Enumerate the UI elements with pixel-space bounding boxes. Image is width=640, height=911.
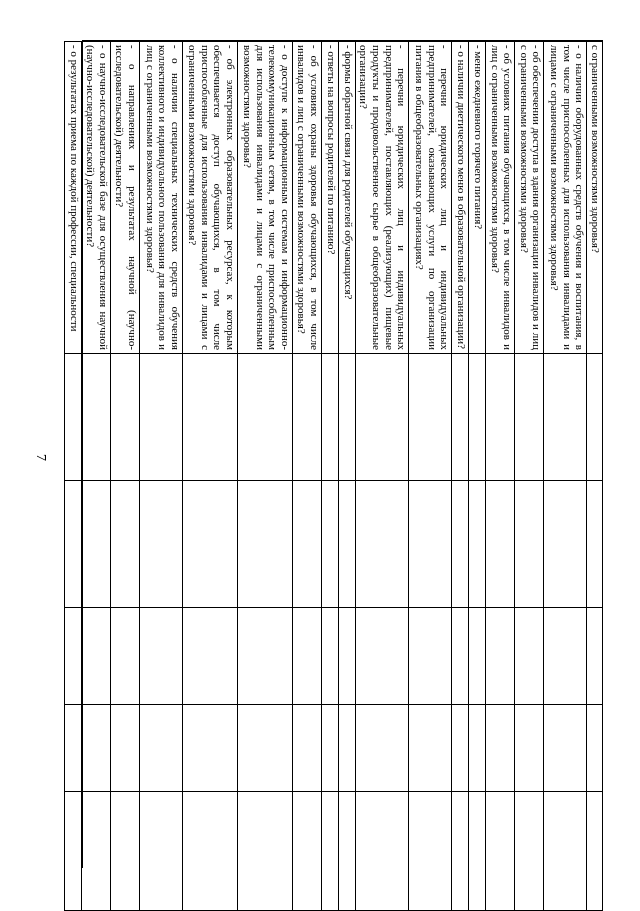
empty-cell [355,608,409,705]
empty-cell [338,354,355,481]
checklist-table-rotated [67,41,603,868]
empty-cell [292,354,321,481]
table-row [292,42,321,911]
item-text-cell: - о результатах приема по каждой профессии, специальности [64,42,81,354]
item-text-cell: - о направлениях и результатах научной (научно-исследовательской) деятельности? [110,42,139,354]
empty-cell [139,354,182,481]
item-text-cell: - о наличии диетического меню в образовательной организации? [452,42,469,354]
table-row [469,42,486,911]
empty-cell [486,354,515,481]
empty-cell [469,354,486,481]
empty-cell [321,608,338,705]
empty-cell [544,354,587,481]
empty-cell [292,705,321,792]
empty-cell [544,608,587,705]
empty-cell [544,705,587,792]
empty-cell [182,705,237,792]
empty-cell [81,792,110,911]
empty-cell [321,481,338,608]
empty-cell [452,608,469,705]
empty-cell [182,481,237,608]
table-row [338,42,355,911]
empty-cell [64,481,81,608]
empty-cell [587,792,603,911]
empty-cell [321,705,338,792]
table-row [321,42,338,911]
empty-cell [139,705,182,792]
empty-cell [81,705,110,792]
empty-cell [515,354,544,481]
table-row [515,42,544,911]
empty-cell [139,608,182,705]
empty-cell [452,705,469,792]
table-row [139,42,182,911]
empty-cell [139,792,182,911]
table-row [355,42,409,911]
table-row [452,42,469,911]
empty-cell [587,481,603,608]
empty-cell [355,792,409,911]
checklist-table-frame [67,40,603,868]
empty-cell [587,608,603,705]
item-text-cell: - о наличии оборудованных средств обучения и воспитания, в том числе приспособленных для использования инвалидами и лицами с ограниченными возможностями здоровья? [544,42,587,354]
table-row [237,42,292,911]
table-row [110,42,139,911]
empty-cell [182,792,237,911]
item-text-cell: - об электронных образовательных ресурсах, к которым обеспечивается доступ обучающихся, в том числе приспособленные для использования инвалидами и лицами с ограниченными возможностями здоровья? [182,42,237,354]
empty-cell [409,792,452,911]
empty-cell [515,481,544,608]
empty-cell [292,792,321,911]
table-row [81,42,110,911]
empty-cell [409,481,452,608]
empty-cell [452,354,469,481]
empty-cell [321,792,338,911]
empty-cell [182,608,237,705]
empty-cell [64,608,81,705]
item-text-cell: с ограниченными возможностями здоровья? [587,42,603,354]
empty-cell [587,354,603,481]
item-text-cell: - об условиях питания обучающихся, в том числе инвалидов и лиц с ограниченными возможностями здоровья? [486,42,515,354]
empty-cell [64,354,81,481]
empty-cell [515,792,544,911]
empty-cell [355,705,409,792]
empty-cell [110,481,139,608]
item-text-cell: - меню ежедневного горячего питания? [469,42,486,354]
empty-cell [182,354,237,481]
empty-cell [515,608,544,705]
empty-cell [338,608,355,705]
checklist-table [64,41,603,911]
empty-cell [486,705,515,792]
empty-cell [469,481,486,608]
empty-cell [292,481,321,608]
table-row [587,42,603,911]
table-row [486,42,515,911]
item-text-cell: - перечни юридических лиц и индивидуальных предпринимателей, поставляющих (реализующих) пищевые продукты и продовольственное сырье в общеобразовательные организации? [355,42,409,354]
empty-cell [469,705,486,792]
item-text-cell: - ответы на вопросы родителей по питанию? [321,42,338,354]
empty-cell [110,608,139,705]
empty-cell [237,705,292,792]
empty-cell [237,481,292,608]
empty-cell [237,792,292,911]
empty-cell [64,705,81,792]
empty-cell [355,354,409,481]
item-text-cell: - формы обратной связи для родителей обучающихся? [338,42,355,354]
empty-cell [469,792,486,911]
empty-cell [544,792,587,911]
empty-cell [64,792,81,911]
empty-cell [452,481,469,608]
table-row [544,42,587,911]
empty-cell [81,608,110,705]
empty-cell [292,608,321,705]
item-text-cell: - о доступе к информационным системам и информационно-телекоммуникационным сетям, в том числе приспособленным для использования инвалидами и лицами с ограниченными возможностями здоровья? [237,42,292,354]
item-text-cell: - об условиях охраны здоровья обучающихся, в том числе инвалидов и лиц с ограниченными возможностями здоровья? [292,42,321,354]
empty-cell [587,705,603,792]
empty-cell [409,705,452,792]
page-number: 7 [33,454,48,461]
empty-cell [81,481,110,608]
empty-cell [544,481,587,608]
empty-cell [355,481,409,608]
item-text-cell: - об обеспечении доступа в здания организации инвалидов и лиц с ограниченными возможностями здоровья? [515,42,544,354]
table-row [182,42,237,911]
empty-cell [338,481,355,608]
empty-cell [237,608,292,705]
empty-cell [110,792,139,911]
empty-cell [452,792,469,911]
empty-cell [409,354,452,481]
item-text-cell: - о наличии специальных технических средств обучения коллективного и индивидуального пользования для инвалидов и лиц с ограниченными возможностями здоровья? [139,42,182,354]
empty-cell [486,792,515,911]
empty-cell [338,705,355,792]
empty-cell [338,792,355,911]
table-row [409,42,452,911]
table-row [64,42,81,911]
empty-cell [81,354,110,481]
empty-cell [139,481,182,608]
empty-cell [110,705,139,792]
empty-cell [515,705,544,792]
empty-cell [237,354,292,481]
empty-cell [409,608,452,705]
item-text-cell: - о научно-исследовательской базе для осуществления научной (научно-исследовательской) деятельности? [81,42,110,354]
empty-cell [486,481,515,608]
empty-cell [486,608,515,705]
empty-cell [469,608,486,705]
empty-cell [321,354,338,481]
empty-cell [110,354,139,481]
item-text-cell: - перечни юридических лиц и индивидуальных предпринимателей, оказывающих услуги по организации питания в общеобразовательных организациях? [409,42,452,354]
